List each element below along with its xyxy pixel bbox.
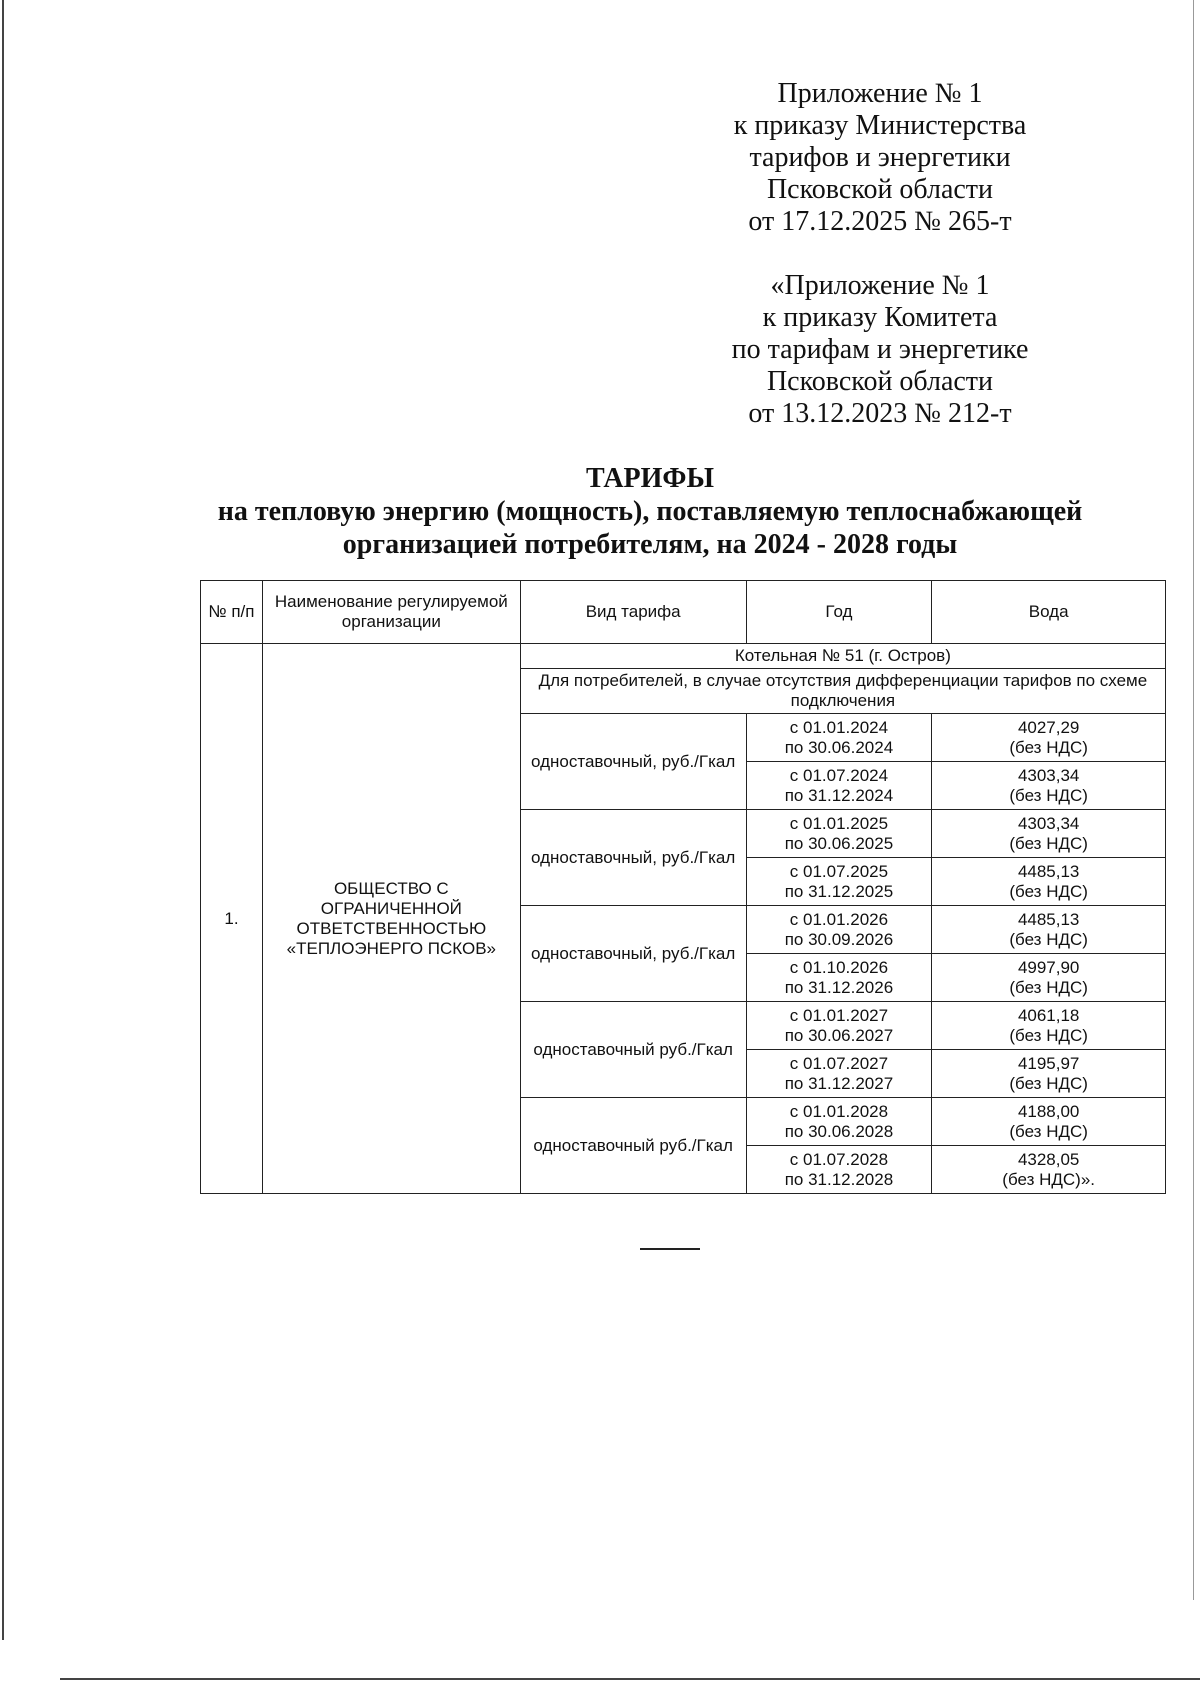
header-num: № п/п bbox=[201, 581, 263, 644]
appendix-line: Псковской области bbox=[766, 174, 994, 205]
tariff-type: одноставочный руб./Гкал bbox=[520, 1002, 746, 1098]
period bbox=[746, 714, 932, 762]
header-water: Вода bbox=[932, 581, 1166, 644]
appendix-previous bbox=[700, 270, 1060, 430]
period bbox=[746, 762, 932, 810]
end-divider bbox=[640, 1248, 700, 1250]
scan-border-bottom bbox=[60, 1678, 1200, 1680]
period bbox=[746, 1002, 932, 1050]
title-line-3: организацией потребителям, на 2024 - 2028 годы bbox=[342, 529, 958, 560]
period-to: по 31.12.2027 bbox=[784, 1073, 894, 1093]
appendix-line: от 17.12.2025 № 265-т bbox=[748, 206, 1012, 237]
vat-note: (без НДС) bbox=[1009, 737, 1088, 757]
boiler-name: Котельная № 51 (г. Остров) bbox=[520, 644, 1165, 669]
appendix-line: к приказу Комитета bbox=[762, 302, 998, 333]
water-tariff bbox=[932, 954, 1166, 1002]
appendix-line: Псковской области bbox=[766, 366, 994, 397]
period-to: по 30.06.2028 bbox=[784, 1121, 894, 1141]
tariff-table bbox=[200, 580, 1166, 1194]
tariff-value: 4027,29 bbox=[1017, 717, 1080, 737]
period-to: по 30.06.2025 bbox=[784, 833, 894, 853]
title-line-1: ТАРИФЫ bbox=[586, 463, 714, 494]
appendix-line: по тарифам и энергетике bbox=[731, 334, 1029, 365]
period-from: с 01.01.2026 bbox=[789, 909, 889, 929]
water-tariff bbox=[932, 1050, 1166, 1098]
vat-note: (без НДС) bbox=[1009, 1025, 1088, 1045]
water-tariff bbox=[932, 714, 1166, 762]
period bbox=[746, 810, 932, 858]
period-to: по 31.12.2026 bbox=[784, 977, 894, 997]
water-tariff bbox=[932, 762, 1166, 810]
tariff-value: 4328,05 bbox=[1017, 1149, 1080, 1169]
tariff-type: одноставочный руб./Гкал bbox=[520, 1098, 746, 1194]
tariff-value: 4303,34 bbox=[1017, 813, 1080, 833]
water-tariff bbox=[932, 858, 1166, 906]
row-number: 1. bbox=[201, 644, 263, 1194]
vat-note: (без НДС) bbox=[1009, 977, 1088, 997]
period-from: с 01.07.2027 bbox=[789, 1053, 889, 1073]
scan-border-left bbox=[2, 0, 4, 1640]
period bbox=[746, 858, 932, 906]
consumers-note: Для потребителей, в случае отсутствия дифференциации тарифов по схеме подключения bbox=[520, 669, 1165, 714]
table-row bbox=[201, 644, 1166, 669]
vat-note: (без НДС) bbox=[1009, 1073, 1088, 1093]
tariff-value: 4485,13 bbox=[1017, 909, 1080, 929]
period-from: с 01.07.2024 bbox=[789, 765, 889, 785]
water-tariff bbox=[932, 1146, 1166, 1194]
period-to: по 31.12.2024 bbox=[784, 785, 894, 805]
period-from: с 01.07.2025 bbox=[789, 861, 889, 881]
vat-note: (без НДС) bbox=[1009, 881, 1088, 901]
tariff-type: одноставочный, руб./Гкал bbox=[520, 810, 746, 906]
appendix-line: «Приложение № 1 bbox=[770, 270, 990, 301]
table-header-row bbox=[201, 581, 1166, 644]
title-line-2: на тепловую энергию (мощность), поставляемую теплоснабжающей bbox=[217, 496, 1083, 527]
appendix-line: тарифов и энергетики bbox=[749, 142, 1011, 173]
water-tariff bbox=[932, 810, 1166, 858]
header-tariff-type: Вид тарифа bbox=[520, 581, 746, 644]
period bbox=[746, 906, 932, 954]
tariff-value: 4195,97 bbox=[1017, 1053, 1080, 1073]
period-from: с 01.01.2028 bbox=[789, 1101, 889, 1121]
period-from: с 01.07.2028 bbox=[789, 1149, 889, 1169]
tariff-type: одноставочный, руб./Гкал bbox=[520, 714, 746, 810]
water-tariff bbox=[932, 1098, 1166, 1146]
tariff-value: 4188,00 bbox=[1017, 1101, 1080, 1121]
vat-note: (без НДС) bbox=[1009, 833, 1088, 853]
period-to: по 31.12.2028 bbox=[784, 1169, 894, 1189]
period-to: по 31.12.2025 bbox=[784, 881, 894, 901]
period-from: с 01.01.2025 bbox=[789, 813, 889, 833]
water-tariff bbox=[932, 1002, 1166, 1050]
period-to: по 30.09.2026 bbox=[784, 929, 894, 949]
period bbox=[746, 1146, 932, 1194]
water-tariff bbox=[932, 906, 1166, 954]
header-year: Год bbox=[746, 581, 932, 644]
appendix-line: от 13.12.2023 № 212-т bbox=[748, 398, 1012, 429]
appendix-line: к приказу Министерства bbox=[733, 110, 1027, 141]
tariff-value: 4485,13 bbox=[1017, 861, 1080, 881]
period bbox=[746, 1098, 932, 1146]
period-from: с 01.01.2027 bbox=[789, 1005, 889, 1025]
header-organization: Наименование регулируемой организации bbox=[262, 581, 520, 644]
tariff-value: 4061,18 bbox=[1017, 1005, 1080, 1025]
vat-note: (без НДС) bbox=[1009, 929, 1088, 949]
scan-border-right bbox=[1193, 0, 1194, 1600]
appendix-current bbox=[700, 78, 1060, 238]
tariff-value: 4997,90 bbox=[1017, 957, 1080, 977]
tariff-type: одноставочный, руб./Гкал bbox=[520, 906, 746, 1002]
period-to: по 30.06.2027 bbox=[784, 1025, 894, 1045]
vat-note: (без НДС)». bbox=[1002, 1169, 1096, 1189]
document-title bbox=[190, 462, 1110, 561]
appendix-line: Приложение № 1 bbox=[777, 78, 983, 109]
period bbox=[746, 954, 932, 1002]
period-to: по 30.06.2024 bbox=[784, 737, 894, 757]
organization-name: ОБЩЕСТВО С ОГРАНИЧЕННОЙ ОТВЕТСТВЕННОСТЬЮ «ТЕПЛОЭНЕРГО ПСКОВ» bbox=[262, 644, 520, 1194]
tariff-value: 4303,34 bbox=[1017, 765, 1080, 785]
period-from: с 01.01.2024 bbox=[789, 717, 889, 737]
period-from: с 01.10.2026 bbox=[789, 957, 889, 977]
vat-note: (без НДС) bbox=[1009, 785, 1088, 805]
period bbox=[746, 1050, 932, 1098]
vat-note: (без НДС) bbox=[1009, 1121, 1088, 1141]
